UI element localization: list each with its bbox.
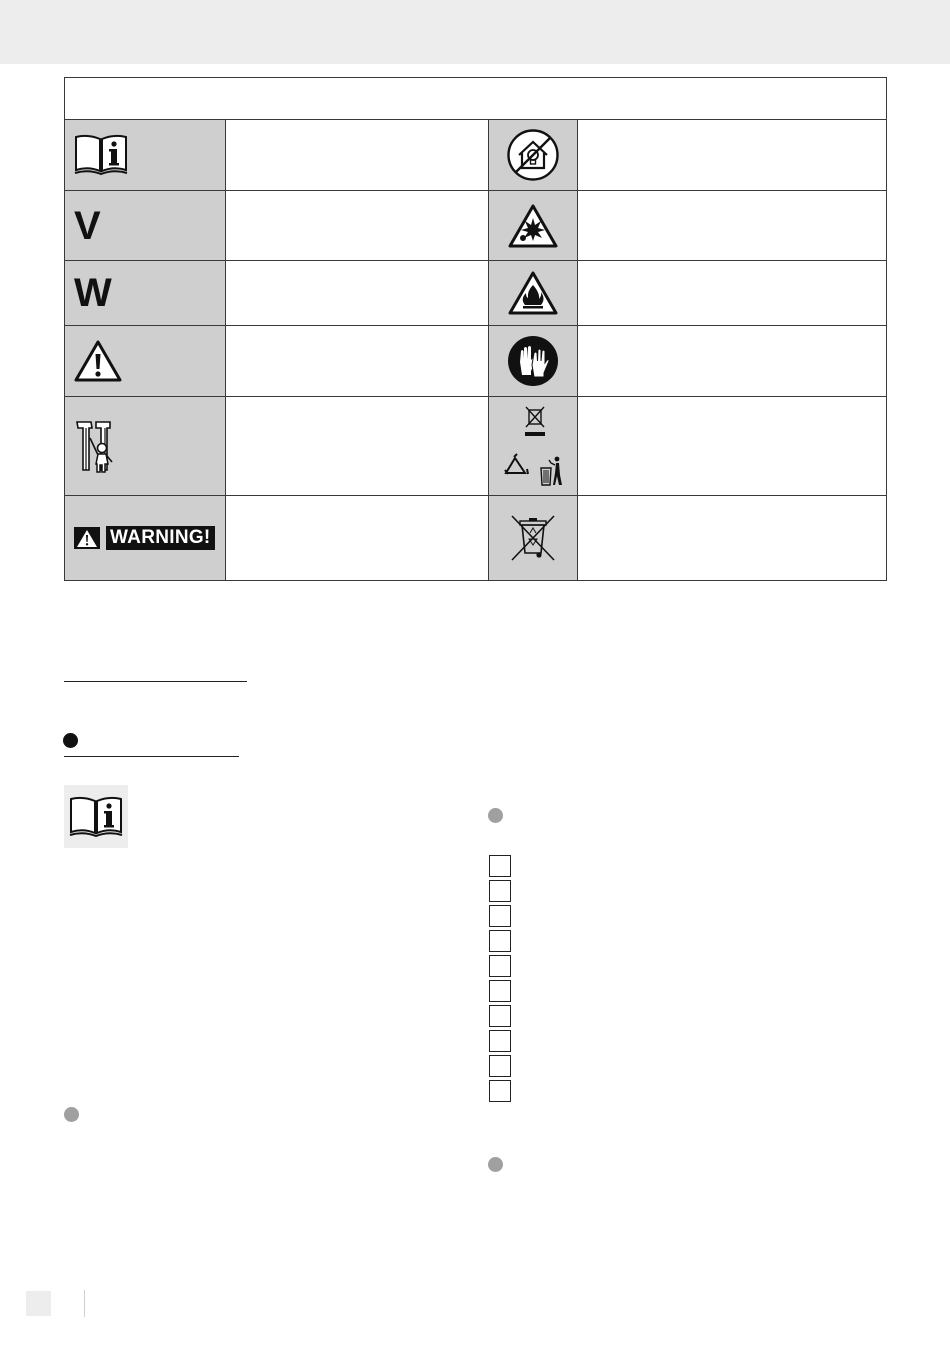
read-instructions-book-icon (74, 134, 128, 176)
general-warning-triangle-icon (74, 340, 122, 382)
icon-cell (65, 120, 226, 191)
part-number-box (489, 1030, 511, 1052)
symbols-table (64, 77, 887, 581)
warning-text: WARNING! (106, 526, 215, 550)
icon-cell (65, 496, 226, 581)
description-cell (226, 326, 489, 397)
child-pulling-cord-icon (74, 418, 118, 474)
icon-cell (489, 397, 578, 496)
table-row (65, 191, 887, 261)
recycling-disposal-icon (500, 403, 566, 489)
crossed-out-wheelie-bin-icon (510, 513, 556, 563)
description-cell (226, 261, 489, 326)
grey-bullet-dot (488, 1157, 503, 1172)
explosive-hazard-icon (508, 204, 558, 248)
part-number-box (489, 855, 511, 877)
description-cell (226, 120, 489, 191)
warning-triangle-icon (74, 527, 100, 549)
flammable-hazard-icon (508, 271, 558, 315)
subsection-heading-underline (64, 756, 239, 757)
description-cell (226, 496, 489, 581)
description-cell (578, 326, 887, 397)
table-row (65, 261, 887, 326)
footer-divider (84, 1290, 85, 1317)
indoor-use-only-icon (506, 128, 560, 182)
description-cell (226, 397, 489, 496)
section-heading-underline (64, 681, 247, 682)
table-header-cell (65, 78, 887, 120)
icon-cell (489, 496, 578, 581)
volt-unit-letter-icon: V (74, 203, 101, 248)
info-book-box (64, 785, 128, 848)
top-band (0, 0, 950, 64)
description-cell (578, 261, 887, 326)
icon-cell (65, 397, 226, 496)
part-number-box (489, 930, 511, 952)
table-row (65, 397, 887, 496)
part-number-box (489, 1055, 511, 1077)
part-number-box (489, 880, 511, 902)
description-cell (578, 120, 887, 191)
icon-cell (489, 191, 578, 261)
part-number-box (489, 1080, 511, 1102)
table-row (65, 120, 887, 191)
table-row (65, 496, 887, 581)
part-number-box (489, 955, 511, 977)
description-cell (578, 397, 887, 496)
icon-cell (65, 191, 226, 261)
grey-bullet-dot (488, 808, 503, 823)
description-cell (226, 191, 489, 261)
read-instructions-book-icon (69, 796, 123, 838)
black-bullet-dot (63, 733, 78, 748)
table-row (65, 326, 887, 397)
table-header-row (65, 78, 887, 120)
wear-protective-gloves-icon (507, 335, 559, 387)
warning-label-icon (65, 526, 225, 550)
icon-cell (65, 261, 226, 326)
icon-cell (489, 120, 578, 191)
icon-cell (489, 326, 578, 397)
icon-cell (489, 261, 578, 326)
page-number-box (26, 1291, 51, 1316)
part-number-box (489, 1005, 511, 1027)
description-cell (578, 496, 887, 581)
icon-cell (65, 326, 226, 397)
watt-unit-letter-icon: W (74, 271, 112, 315)
grey-bullet-dot (64, 1107, 79, 1122)
part-number-box (489, 980, 511, 1002)
part-number-box (489, 905, 511, 927)
description-cell (578, 191, 887, 261)
